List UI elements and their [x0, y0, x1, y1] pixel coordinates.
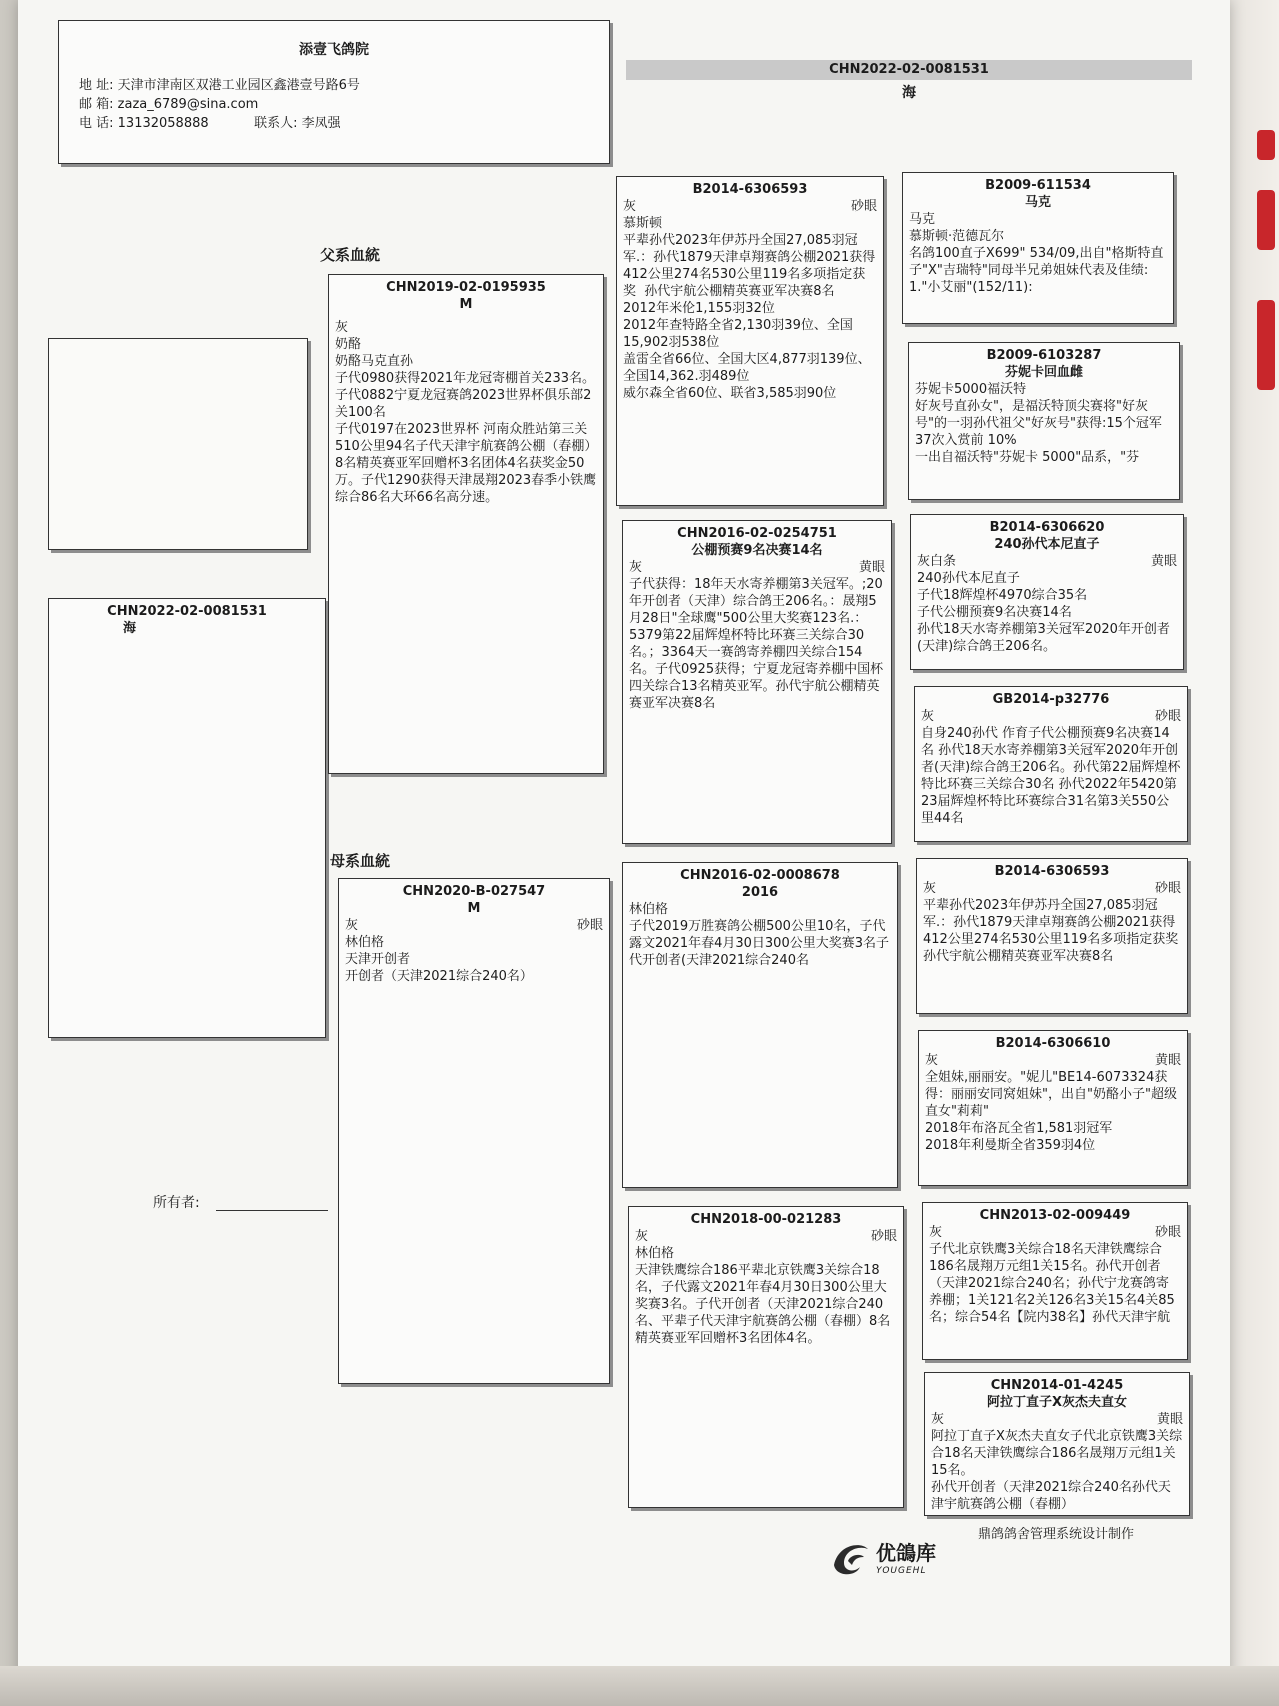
dam-ring: CHN2020-B-027547: [402, 884, 546, 899]
owner-signature-line: [216, 1210, 328, 1211]
ggp4-notes: 自身240孙代 作育子代公棚预赛9名决赛14名 孙代18天水寄养棚第3关冠军2020年开创者(天津)综合鸽王206名。孙代第22届辉煌杯特比环赛三关综合30名 孙代2022年5420第23届辉煌杯特比环赛综合31名第3关550公里44名: [921, 726, 1181, 826]
dam-dam-card: [628, 1206, 904, 1508]
ggp7-ring: CHN2013-02-009449: [979, 1208, 1131, 1223]
dam-card: [338, 878, 610, 1384]
ggp7-color: 灰: [929, 1225, 943, 1240]
ggp2-name: 芬妮卡回血雌: [1004, 365, 1083, 380]
ggp-card-4: [914, 686, 1188, 842]
sire-sire-ring: B2014-6306593: [692, 182, 808, 197]
contact-label: 联系人:: [254, 116, 298, 131]
dam-dam-eye: 砂眼: [870, 1229, 897, 1244]
ggp-card-7: [922, 1202, 1188, 1360]
dam-dam-notes: 林伯格 天津铁鹰综合186平辈北京铁鹰3关综合18名，子代露文2021年春4月30日300公里大奖赛3名。子代开创者（天津2021综合240名、平辈子代天津宇航赛鸽公棚（春棚）8名精英赛亚军回赠杯3名团体4名。: [635, 1246, 891, 1346]
ggp6-eye: 黄眼: [1154, 1053, 1181, 1068]
email-value[interactable]: zaza_6789@sina.com: [117, 97, 259, 112]
ggp-card-3: [910, 514, 1184, 670]
phone-label: 电 话:: [79, 116, 114, 131]
brand-swirl-icon: [830, 1535, 872, 1579]
ggp-card-2: [908, 342, 1180, 500]
dam-line-label: 母系血統: [330, 852, 391, 870]
breeder-card: [58, 20, 610, 164]
ggp5-ring: B2014-6306593: [994, 864, 1110, 879]
subject-card: [48, 598, 326, 1038]
dam-sire-card: [622, 862, 898, 1188]
ggp4-eye: 砂眼: [1154, 709, 1181, 724]
footer-credit: 鼎鸽鸽舍管理系统设计制作: [978, 1527, 1135, 1542]
sire-sire-card: [616, 176, 884, 506]
ggp-card-5: [916, 858, 1188, 1014]
ggp5-eye: 砂眼: [1154, 881, 1181, 896]
dam-sire-name: 2016: [741, 885, 779, 900]
brand-latin: YOUGEHL: [876, 1566, 927, 1576]
ggp-card-6: [918, 1030, 1188, 1186]
ggp3-eye: 黄眼: [1150, 554, 1177, 569]
dam-dam-ring: CHN2018-00-021283: [690, 1212, 842, 1227]
ggp6-color: 灰: [925, 1053, 939, 1068]
ggp8-color: 灰: [931, 1412, 945, 1427]
red-tab-mark: [1257, 130, 1275, 160]
sire-dam-color: 灰: [629, 560, 643, 575]
ggp8-name: 阿拉丁直子X灰杰夫直女: [986, 1395, 1128, 1410]
sire-sire-color: 灰: [623, 199, 637, 214]
ggp3-name: 240孙代本尼直子: [994, 537, 1100, 552]
ggp8-ring: CHN2014-01-4245: [990, 1378, 1124, 1393]
ggp6-notes: 全姐妹,丽丽安。"妮儿"BE14-6073324获得：丽丽安同窝姐妹"，出自"奶酪小子"超级直女"莉莉" 2018年布洛瓦全省1,581羽冠军 2018年利曼斯全省359羽4位: [925, 1070, 1177, 1153]
contact-value: 李凤强: [301, 116, 341, 131]
owner-label: 所有者:: [153, 1195, 200, 1211]
dam-notes: 林伯格 天津开创者 开创者（天津2021综合240名）: [345, 935, 533, 984]
ggp8-eye: 黄眼: [1156, 1412, 1183, 1427]
sire-card: [328, 274, 604, 774]
sire-name: M: [459, 297, 473, 312]
dam-eye: 砂眼: [576, 918, 603, 933]
ggp5-notes: 平辈孙代2023年伊苏丹全国27,085羽冠军.：孙代1879天津卓翔赛鸽公棚2021获得412公里274名530公里119名多项指定获奖 孙代宇航公棚精英赛亚军决赛8名: [923, 898, 1187, 964]
sire-notes: 奶酪 奶酪马克直孙 子代0980获得2021年龙冠寄棚首关233名。子代0882宁夏龙冠赛鸽2023世界杯俱乐部2关100名 子代0197在2023世界杯 河南众胜站第三关510公里94名子代天津宇航赛鸽公棚（春棚）8名精英赛亚军回赠杯3名团体4名获奖金50万。子代1290获得天津晟翔2023春季小铁鹰综合86名大环66名高分速。: [335, 337, 597, 505]
dam-sire-notes: 林伯格 子代2019万胜赛鸽公棚500公里10名，子代露文2021年春4月30日300公里大奖赛3名子代开创者(天津2021综合240名: [629, 902, 889, 968]
dam-dam-color: 灰: [635, 1229, 649, 1244]
ggp2-ring: B2009-6103287: [986, 348, 1102, 363]
sleeve-bottom: [0, 1666, 1279, 1706]
ggp-card-1: [902, 172, 1174, 324]
address-label: 地 址:: [79, 78, 114, 93]
sire-dam-ring: CHN2016-02-0254751: [677, 526, 837, 541]
address-value: 天津市津南区双港工业园区鑫港壹号路6号: [117, 78, 360, 93]
sire-sire-notes: 慕斯顿 平辈孙代2023年伊苏丹全国27,085羽冠军.：孙代1879天津卓翔赛鸽公棚2021获得412公里274名530公里119名多项指定获奖 孙代宇航公棚精英赛亚军决赛8名 2012年米伦1,155羽32位 2012年查特路全省2,130羽39位、全国15,902羽538位 盖雷全省66位、全国大区4,877羽139位、全国14,362.羽489位 威尔森全省60位、联省3,585羽90位: [623, 216, 876, 401]
subject-name-header: 海: [902, 85, 916, 101]
red-tab-mark: [1257, 190, 1275, 250]
ggp4-color: 灰: [921, 709, 935, 724]
pedigree-sheet: [18, 0, 1230, 1690]
ggp1-name: 马克: [1024, 195, 1051, 210]
sire-dam-name: 公棚预赛9名决赛14名: [691, 543, 823, 558]
ggp-card-8: [924, 1372, 1190, 1516]
sire-dam-eye: 黄眼: [858, 560, 885, 575]
sire-ring: CHN2019-02-0195935: [386, 280, 546, 295]
subject-name: 海: [123, 621, 137, 636]
ggp3-color: 灰白条: [917, 554, 957, 569]
sire-line-label: 父系血統: [320, 246, 381, 264]
breeder-info: [79, 76, 360, 133]
ggp5-color: 灰: [923, 881, 937, 896]
ggp7-eye: 砂眼: [1154, 1225, 1181, 1240]
brand-name: 优鴿库: [876, 1541, 936, 1565]
ggp1-notes: 马克 慕斯顿·范德瓦尔 名鸽100直子X699" 534/09,出自"格斯特直子"X"吉瑞特"同母半兄弟姐妹代表及佳绩: 1."小艾丽"(152/11):: [909, 212, 1164, 295]
subject-ring: CHN2022-02-0081531: [107, 604, 267, 619]
red-tab-mark: [1257, 300, 1275, 390]
phone-value: 13132058888: [117, 116, 209, 131]
ggp3-notes: 240孙代本尼直子 子代18辉煌杯4970综合35名 子代公棚预赛9名决赛14名 孙代18天水寄养棚第3关冠军2020年开创者(天津)综合鸽王206名。: [917, 571, 1170, 654]
ggp2-notes: 芬妮卡5000福沃特 好灰号直孙女"，是福沃特顶尖赛将"好灰号"的一羽孙代祖父"好灰号"获得:15个冠军 37次入赏前 10% 一出自福沃特"芬妮卡 5000"品系，"芬: [915, 382, 1162, 465]
dam-color: 灰: [345, 918, 359, 933]
ggp6-ring: B2014-6306610: [995, 1036, 1111, 1051]
ggp1-ring: B2009-611534: [985, 178, 1091, 193]
ggp4-ring: GB2014-p32776: [992, 692, 1110, 707]
brand-logo: [830, 1535, 936, 1583]
email-label: 邮 箱:: [79, 97, 114, 112]
blank-box: [48, 338, 308, 550]
ggp3-ring: B2014-6306620: [989, 520, 1105, 535]
ggp8-notes: 阿拉丁直子X灰杰夫直女子代北京铁鹰3关综合18名天津铁鹰综合186名晟翔万元组1关15名。 孙代开创者（天津2021综合240名孙代天津宇航赛鸽公棚（春棚）: [931, 1429, 1183, 1512]
subject-ring-header: CHN2022-02-0081531: [626, 60, 1192, 80]
sire-dam-notes: 子代获得：18年天水寄养棚第3关冠军。;20年开创者（天津）综合鸽王206名。：晟翔5月28日"全球鹰"500公里大奖赛123名.：5379第22届辉煌杯特比环赛三关综合30名。；3364天一赛鸽寄养棚四关综合154名。子代0925获得；宁夏龙冠寄养棚中国杯四关综合13名精英亚军。孙代宇航公棚精英赛亚军决赛8名: [629, 577, 884, 711]
sire-dam-card: [622, 520, 892, 844]
dam-name: M: [467, 901, 481, 916]
sire-color: 灰: [335, 320, 349, 335]
breeder-title: 添壹飞鸽院: [299, 42, 369, 58]
dam-sire-ring: CHN2016-02-0008678: [680, 868, 840, 883]
ggp7-notes: 子代北京铁鹰3关综合18名天津铁鹰综合186名晟翔万元组1关15名。孙代开创者（天津2021综合240名；孙代宁龙赛鸽寄养棚；1关121名2关126名3关15名4关85名；综合54名【院内38名】孙代天津宇航: [929, 1242, 1175, 1325]
sire-sire-eye: 砂眼: [850, 199, 877, 214]
